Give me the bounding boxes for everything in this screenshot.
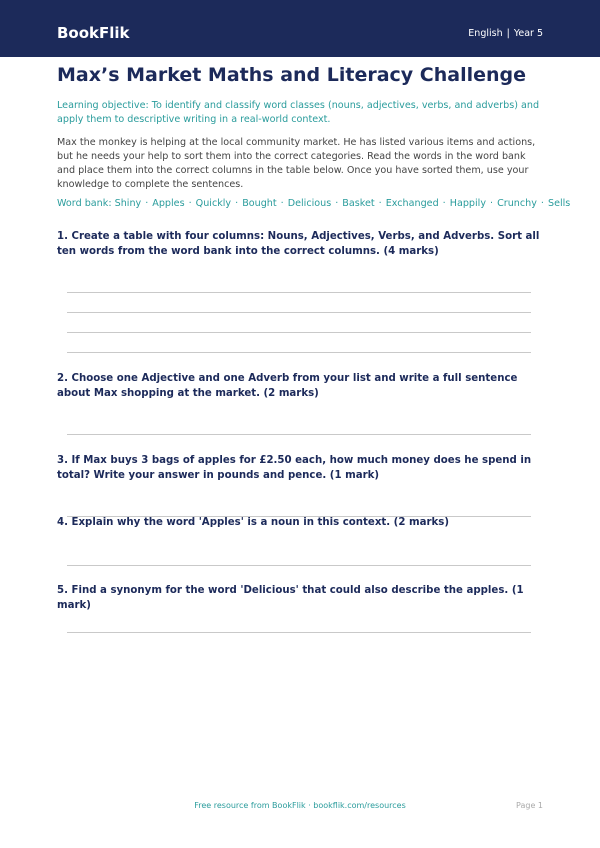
word-bank-word: Exchanged — [385, 198, 439, 209]
subject-label: English — [468, 28, 503, 39]
separator: | — [506, 28, 510, 39]
footer-text: Free resource from BookFlik · bookflik.com/resources — [194, 801, 406, 810]
intro-paragraph: Max the monkey is helping at the local community market. He has listed various items and actions, but he needs your help to sort them into the correct categories. Read the words in the word bank and place them into the correct columns in the table below. Once you have sorted them, use your knowledge to complete the sentences. — [57, 137, 536, 190]
word-bank-label: Word bank: — [57, 198, 112, 209]
answer-line[interactable] — [67, 312, 531, 313]
word-bank-word: Apples — [152, 198, 185, 209]
year-label: Year 5 — [513, 28, 543, 39]
word-bank-word: Happily — [449, 198, 487, 209]
answer-line[interactable] — [67, 632, 531, 633]
page-number: Page 1 — [516, 801, 543, 810]
word-bank-word: Crunchy — [497, 198, 537, 209]
question-4: 4. Explain why the word 'Apples' is a noun in this context. (2 marks) — [57, 517, 449, 528]
learning-objective: Learning objective: To identify and classify word classes (nouns, adjectives, verbs, and adverbs) and apply them to descriptive writing in a real-world context. — [57, 100, 540, 125]
answer-line[interactable] — [67, 565, 531, 566]
answer-line[interactable] — [67, 332, 531, 333]
word-bank: Word bank: Shiny · Apples · Quickly · Bought · Delicious · Basket · Exchanged · Happily · Crunchy · Sells — [57, 198, 571, 209]
word-bank-word: Basket — [342, 198, 375, 209]
page-title: Max’s Market Maths and Literacy Challenge — [57, 64, 527, 86]
header-meta — [468, 28, 543, 39]
word-bank-word: Delicious — [287, 198, 332, 209]
answer-line[interactable] — [67, 434, 531, 435]
question-1: 1. Create a table with four columns: Nouns, Adjectives, Verbs, and Adverbs. Sort all ten words from the word bank into the correct columns. (4 marks) — [57, 231, 540, 257]
word-bank-word: Quickly — [195, 198, 232, 209]
word-bank-word: Bought — [242, 198, 277, 209]
header-bar — [0, 0, 600, 57]
brand-logo: BookFlik — [57, 24, 130, 42]
word-bank-word: Sells — [547, 198, 571, 209]
word-bank-word: Shiny — [114, 198, 142, 209]
answer-line[interactable] — [67, 352, 531, 353]
question-3: 3. If Max buys 3 bags of apples for £2.50 each, how much money does he spend in total? Write your answer in pounds and pence. (1 mark) — [57, 455, 532, 481]
question-2: 2. Choose one Adjective and one Adverb from your list and write a full sentence about Max shopping at the market. (2 marks) — [57, 373, 518, 399]
answer-line[interactable] — [67, 292, 531, 293]
question-5: 5. Find a synonym for the word 'Delicious' that could also describe the apples. (1 mark) — [57, 585, 524, 611]
